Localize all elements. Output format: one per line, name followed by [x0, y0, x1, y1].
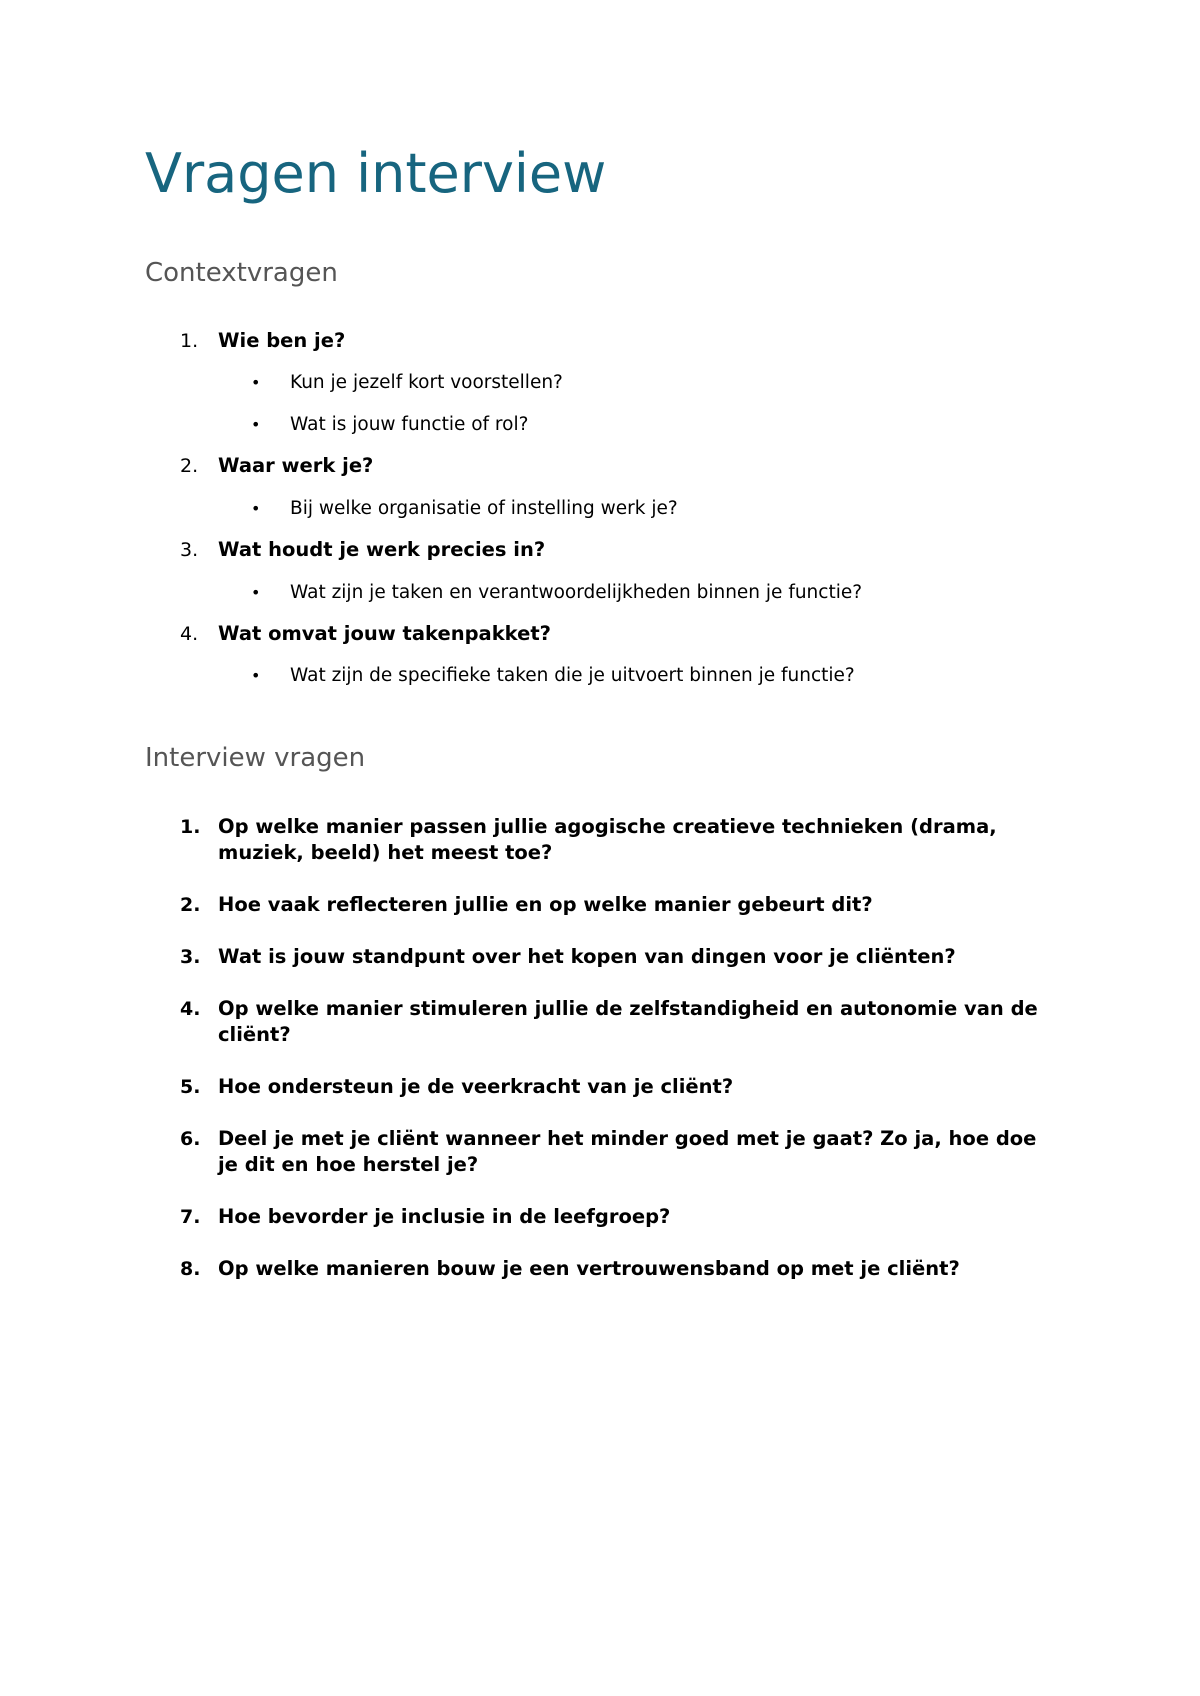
sub-question-text: Bij welke organisatie of instelling werk je?: [290, 498, 678, 519]
list-number: 7.: [180, 1206, 201, 1228]
list-number: 6.: [180, 1128, 201, 1150]
list-number: 1.: [180, 330, 199, 352]
question-text: Op welke manieren bouw je een vertrouwensband op met je cliënt?: [218, 1257, 960, 1280]
question-text: Op welke manier stimuleren jullie de zelfstandigheid en autonomie van de cliënt?: [218, 997, 1038, 1046]
question-text: Hoe bevorder je inclusie in de leefgroep?: [218, 1205, 671, 1228]
section-heading-interview: Interview vragen: [145, 743, 366, 773]
question-text: Waar werk je?: [218, 454, 374, 477]
sub-question-text: Kun je jezelf kort voorstellen?: [290, 372, 563, 393]
list-number: 8.: [180, 1258, 201, 1280]
question-text: Wie ben je?: [218, 329, 346, 352]
question-text: Deel je met je cliënt wanneer het minder goed met je gaat? Zo ja, hoe doe je dit en hoe herstel je?: [218, 1127, 1037, 1176]
question-text: Op welke manier passen jullie agogische creatieve technieken (drama, muziek, beeld) het meest toe?: [218, 815, 997, 864]
question-text: Wat omvat jouw takenpakket?: [218, 622, 551, 645]
bullet-icon: •: [251, 499, 261, 518]
question-text: Wat is jouw standpunt over het kopen van dingen voor je cliënten?: [218, 945, 956, 968]
bullet-icon: •: [251, 666, 261, 685]
list-number: 1.: [180, 816, 201, 838]
list-number: 4.: [180, 623, 199, 645]
question-text: Hoe ondersteun je de veerkracht van je cliënt?: [218, 1075, 734, 1098]
sub-question-text: Wat zijn de specifieke taken die je uitvoert binnen je functie?: [290, 665, 855, 686]
question-text: Wat houdt je werk precies in?: [218, 538, 546, 561]
question-text: Hoe vaak reflecteren jullie en op welke manier gebeurt dit?: [218, 893, 873, 916]
sub-question-text: Wat zijn je taken en verantwoordelijkheden binnen je functie?: [290, 582, 863, 603]
list-number: 5.: [180, 1076, 201, 1098]
bullet-icon: •: [251, 373, 261, 392]
bullet-icon: •: [251, 415, 261, 434]
section-heading-context: Contextvragen: [145, 258, 338, 288]
list-number: 3.: [180, 539, 199, 561]
sub-question-text: Wat is jouw functie of rol?: [290, 414, 529, 435]
list-number: 2.: [180, 894, 201, 916]
list-number: 2.: [180, 455, 199, 477]
list-number: 4.: [180, 998, 201, 1020]
bullet-icon: •: [251, 583, 261, 602]
document-title: Vragen interview: [145, 142, 607, 205]
list-number: 3.: [180, 946, 201, 968]
